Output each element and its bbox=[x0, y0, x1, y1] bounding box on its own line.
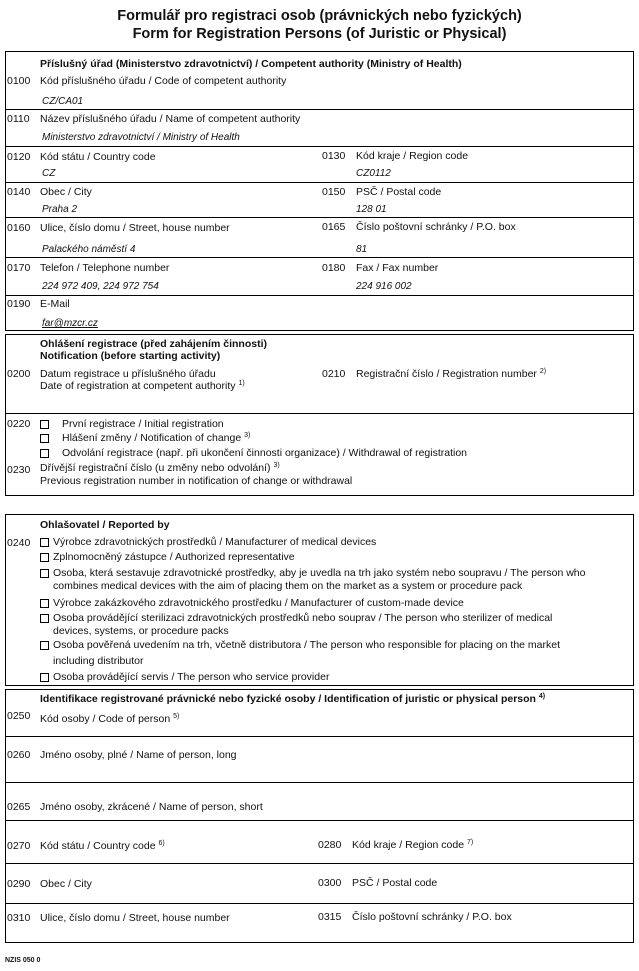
field-code: 0180 bbox=[322, 262, 346, 274]
registration-number-label: Registrační číslo / Registration number $^{2)}$ bbox=[356, 368, 547, 380]
divider bbox=[5, 782, 634, 783]
distributor-label-cont: including distributor bbox=[53, 655, 144, 667]
field-code: 0110 bbox=[7, 113, 30, 125]
field-code: 0310 bbox=[7, 912, 31, 924]
person-postal-code-label: PSČ / Postal code bbox=[352, 877, 438, 889]
street-value[interactable]: Palackého náměstí 4 bbox=[42, 244, 136, 255]
field-code: 0150 bbox=[322, 186, 346, 198]
distributor-label: Osoba pověřená uvedením na trh, včetně distributora / The person who responsible for placing on the market bbox=[53, 639, 561, 651]
divider bbox=[5, 736, 634, 737]
telephone-label: Telefon / Telephone number bbox=[40, 262, 170, 274]
service-provider-checkbox[interactable] bbox=[40, 673, 49, 682]
form-title-cz: Formulář pro registraci osob (právnických nebo fyzických) bbox=[117, 8, 522, 24]
field-code: 0170 bbox=[7, 262, 31, 274]
country-code-label: Kód státu / Country code bbox=[40, 151, 156, 163]
field-code: 0165 bbox=[322, 221, 346, 233]
person-region-code-label: Kód kraje / Region code $^{7)}$ bbox=[352, 839, 474, 851]
city-value[interactable]: Praha 2 bbox=[42, 204, 78, 215]
postal-code-label: PSČ / Postal code bbox=[356, 186, 442, 198]
field-code: 0300 bbox=[318, 877, 342, 889]
notification-of-change-checkbox[interactable] bbox=[40, 434, 49, 443]
field-code: 0290 bbox=[7, 878, 31, 890]
reporter-heading: Ohlašovatel / Reported by bbox=[40, 519, 170, 531]
competent-authority-code-label: Kód příslušného úřadu / Code of competent authority bbox=[40, 75, 287, 87]
region-code-value[interactable]: CZ0112 bbox=[356, 168, 391, 179]
fax-value[interactable]: 224 916 002 bbox=[356, 281, 412, 292]
field-code: 0160 bbox=[7, 222, 31, 234]
identification-section bbox=[5, 689, 634, 943]
notification-of-change-label: Hlášení změny / Notification of change $^{3)}$ bbox=[62, 432, 251, 444]
email-value[interactable]: far@mzcr.cz bbox=[42, 318, 98, 329]
previous-registration-label-en: Previous registration number in notification of change or withdrawal bbox=[40, 475, 353, 487]
divider bbox=[5, 257, 634, 258]
country-code-value[interactable]: CZ bbox=[42, 168, 56, 179]
divider bbox=[5, 109, 634, 110]
identification-heading: Identifikace registrované právnické nebo fyzické osoby / Identification of juristic or physical person $^{4)}$ bbox=[40, 693, 546, 705]
person-name-short-label: Jméno osoby, zkrácené / Name of person, short bbox=[40, 801, 263, 813]
form-title-en: Form for Registration Persons (of Juristic or Physical) bbox=[132, 26, 507, 42]
field-code: 0230 bbox=[7, 464, 31, 476]
field-code: 0100 bbox=[7, 75, 31, 87]
system-combiner-label: Osoba, která sestavuje zdravotnické prostředky, aby je uvedla na trh jako systém nebo soupravu / The person who bbox=[53, 567, 586, 579]
sterilizer-label: Osoba provádějící sterilizaci zdravotnických prostředků nebo souprav / The person who sterilizer of medical bbox=[53, 612, 553, 624]
service-provider-label: Osoba provádějící servis / The person who service provider bbox=[53, 671, 330, 683]
initial-registration-checkbox[interactable] bbox=[40, 420, 49, 429]
field-code: 0260 bbox=[7, 749, 31, 761]
person-name-long-label: Jméno osoby, plné / Name of person, long bbox=[40, 749, 237, 761]
divider bbox=[5, 146, 634, 147]
divider bbox=[5, 182, 634, 183]
competent-authority-name-label: Název příslušného úřadu / Name of competent authority bbox=[40, 113, 301, 125]
person-po-box-label: Číslo poštovní schránky / P.O. box bbox=[352, 911, 512, 923]
po-box-value[interactable]: 81 bbox=[356, 244, 368, 255]
street-label: Ulice, číslo domu / Street, house number bbox=[40, 222, 230, 234]
field-code: 0120 bbox=[7, 151, 31, 163]
initial-registration-label: První registrace / Initial registration bbox=[62, 418, 224, 430]
competent-authority-code-value[interactable]: CZ/CA01 bbox=[42, 96, 84, 107]
withdrawal-label: Odvolání registrace (např. při ukončení činnosti organizace) / Withdrawal of registration bbox=[62, 447, 468, 459]
previous-registration-label-cz: Dřívější registrační číslo (u změny nebo odvolání) $^{3)}$ bbox=[40, 462, 280, 474]
divider bbox=[5, 903, 634, 904]
divider bbox=[5, 820, 634, 821]
field-code: 0130 bbox=[322, 150, 346, 162]
distributor-checkbox[interactable] bbox=[40, 641, 49, 650]
po-box-label: Číslo poštovní schránky / P.O. box bbox=[356, 221, 516, 233]
authorized-representative-label: Zplnomocněný zástupce / Authorized representative bbox=[53, 551, 295, 563]
divider bbox=[5, 217, 634, 218]
custom-made-checkbox[interactable] bbox=[40, 599, 49, 608]
person-city-label: Obec / City bbox=[40, 878, 92, 890]
custom-made-label: Výrobce zakázkového zdravotnického prostředku / Manufacturer of custom-made device bbox=[53, 597, 464, 609]
field-code: 0315 bbox=[318, 911, 342, 923]
withdrawal-checkbox[interactable] bbox=[40, 449, 49, 458]
competent-authority-name-value[interactable]: Ministerstvo zdravotnictví / Ministry of Health bbox=[42, 132, 240, 143]
field-code: 0265 bbox=[7, 801, 31, 813]
field-code: 0140 bbox=[7, 186, 31, 198]
notification-heading-en: Notification (before starting activity) bbox=[40, 350, 221, 362]
divider bbox=[5, 295, 634, 296]
manufacturer-checkbox[interactable] bbox=[40, 538, 49, 547]
registration-date-label-en: Date of registration at competent authority $^{1)}$ bbox=[40, 380, 245, 392]
field-code: 0280 bbox=[318, 839, 342, 851]
field-code: 0190 bbox=[7, 298, 31, 310]
field-code: 0200 bbox=[7, 368, 31, 380]
divider bbox=[5, 863, 634, 864]
divider bbox=[5, 413, 634, 414]
field-code: 0270 bbox=[7, 840, 31, 852]
registration-date-label-cz: Datum registrace u příslušného úřadu bbox=[40, 368, 216, 380]
system-combiner-label-cont: combines medical devices with the aim of placing them on the market as a system or procedure pack bbox=[53, 580, 523, 592]
city-label: Obec / City bbox=[40, 186, 92, 198]
field-code: 0250 bbox=[7, 710, 31, 722]
authority-heading: Příslušný úřad (Ministerstvo zdravotnictví) / Competent authority (Ministry of Health) bbox=[40, 58, 462, 70]
sterilizer-checkbox[interactable] bbox=[40, 614, 49, 623]
system-combiner-checkbox[interactable] bbox=[40, 569, 49, 578]
postal-code-value[interactable]: 128 01 bbox=[356, 204, 387, 215]
sterilizer-label-cont: devices, systems, or procedure packs bbox=[53, 625, 229, 637]
telephone-value[interactable]: 224 972 409, 224 972 754 bbox=[42, 281, 159, 292]
authorized-representative-checkbox[interactable] bbox=[40, 553, 49, 562]
email-label: E-Mail bbox=[40, 298, 70, 310]
fax-label: Fax / Fax number bbox=[356, 262, 439, 274]
form-id: NZIS 050 0 bbox=[5, 957, 41, 964]
person-street-label: Ulice, číslo domu / Street, house number bbox=[40, 912, 230, 924]
region-code-label: Kód kraje / Region code bbox=[356, 150, 469, 162]
field-code: 0220 bbox=[7, 418, 31, 430]
notification-heading-cz: Ohlášení registrace (před zahájením činnosti) bbox=[40, 338, 267, 350]
field-code: 0240 bbox=[7, 537, 31, 549]
manufacturer-label: Výrobce zdravotnických prostředků / Manufacturer of medical devices bbox=[53, 536, 377, 548]
field-code: 0210 bbox=[322, 368, 346, 380]
person-code-label: Kód osoby / Code of person $^{5)}$ bbox=[40, 713, 180, 725]
person-country-code-label: Kód státu / Country code $^{6)}$ bbox=[40, 840, 165, 852]
